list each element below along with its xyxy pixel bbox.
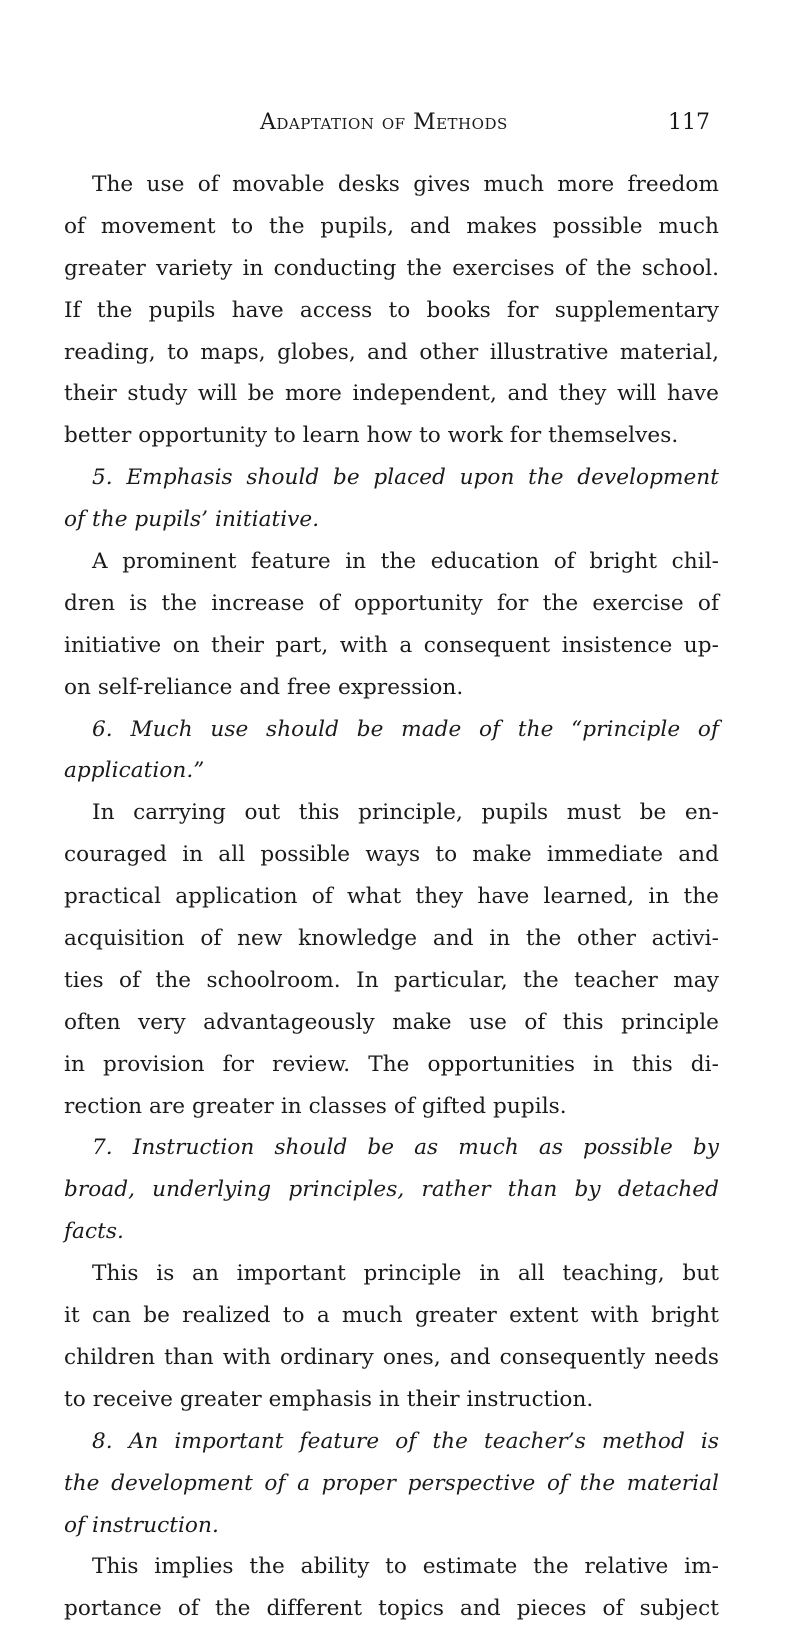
text-line: If the pupils have access to books for supplementary — [64, 297, 719, 323]
italic-heading-line: 7. Instruction should be as much as possible by — [92, 1135, 719, 1161]
italic-heading-line: broad, underlying principles, rather than by detached — [64, 1177, 719, 1203]
text-line: in provision for review. The opportunities in this di- — [64, 1051, 719, 1077]
running-title: Adaptation of Methods — [260, 110, 508, 135]
text-line: portance of the different topics and pieces of subject — [64, 1596, 719, 1622]
text-line: This is an important principle in all teaching, but — [92, 1261, 719, 1287]
italic-heading-line: application.” — [64, 758, 205, 784]
italic-heading-line: of instruction. — [64, 1512, 219, 1538]
text-line: initiative on their part, with a consequent insistence up- — [64, 632, 719, 658]
text-line: couraged in all possible ways to make immediate and — [64, 842, 719, 868]
text-line: better opportunity to learn how to work for themselves. — [64, 423, 679, 449]
italic-heading-line: the development of a proper perspective of the material — [64, 1470, 719, 1496]
text-line: ties of the schoolroom. In particular, the teacher may — [64, 967, 719, 993]
text-line: The use of movable desks gives much more freedom — [92, 172, 719, 197]
text-line: of movement to the pupils, and makes possible much — [64, 213, 719, 239]
page-number: 117 — [668, 110, 710, 135]
italic-heading-line: 8. An important feature of the teacher’s method is — [92, 1428, 719, 1454]
text-line: This implies the ability to estimate the relative im- — [92, 1554, 719, 1580]
italic-heading-line: 5. Emphasis should be placed upon the development — [92, 465, 719, 491]
text-line: often very advantageously make use of this principle — [64, 1009, 719, 1035]
italic-heading-line: 6. Much use should be made of the “principle of — [92, 716, 719, 742]
text-line: reading, to maps, globes, and other illustrative material, — [64, 339, 719, 365]
text-line: In carrying out this principle, pupils must be en- — [92, 800, 719, 826]
italic-heading-line: facts. — [64, 1219, 124, 1245]
text-line: on self-reliance and free expression. — [64, 674, 464, 700]
running-head — [220, 110, 710, 146]
text-line: their study will be more independent, and they will have — [64, 381, 719, 407]
text-line: children than with ordinary ones, and consequently needs — [64, 1344, 719, 1370]
text-line: acquisition of new knowledge and in the other activi- — [64, 926, 719, 952]
text-line: A prominent feature in the education of bright chil- — [92, 549, 719, 575]
body-text — [64, 164, 719, 1630]
text-line: greater variety in conducting the exercises of the school. — [64, 255, 719, 281]
text-line: rection are greater in classes of gifted pupils. — [64, 1093, 567, 1119]
text-line: dren is the increase of opportunity for the exercise of — [64, 590, 719, 616]
text-line: it can be realized to a much greater extent with bright — [64, 1303, 719, 1329]
text-line: to receive greater emphasis in their instruction. — [64, 1386, 594, 1412]
text-line: practical application of what they have learned, in the — [64, 884, 719, 910]
italic-heading-line: of the pupils’ initiative. — [64, 507, 320, 533]
